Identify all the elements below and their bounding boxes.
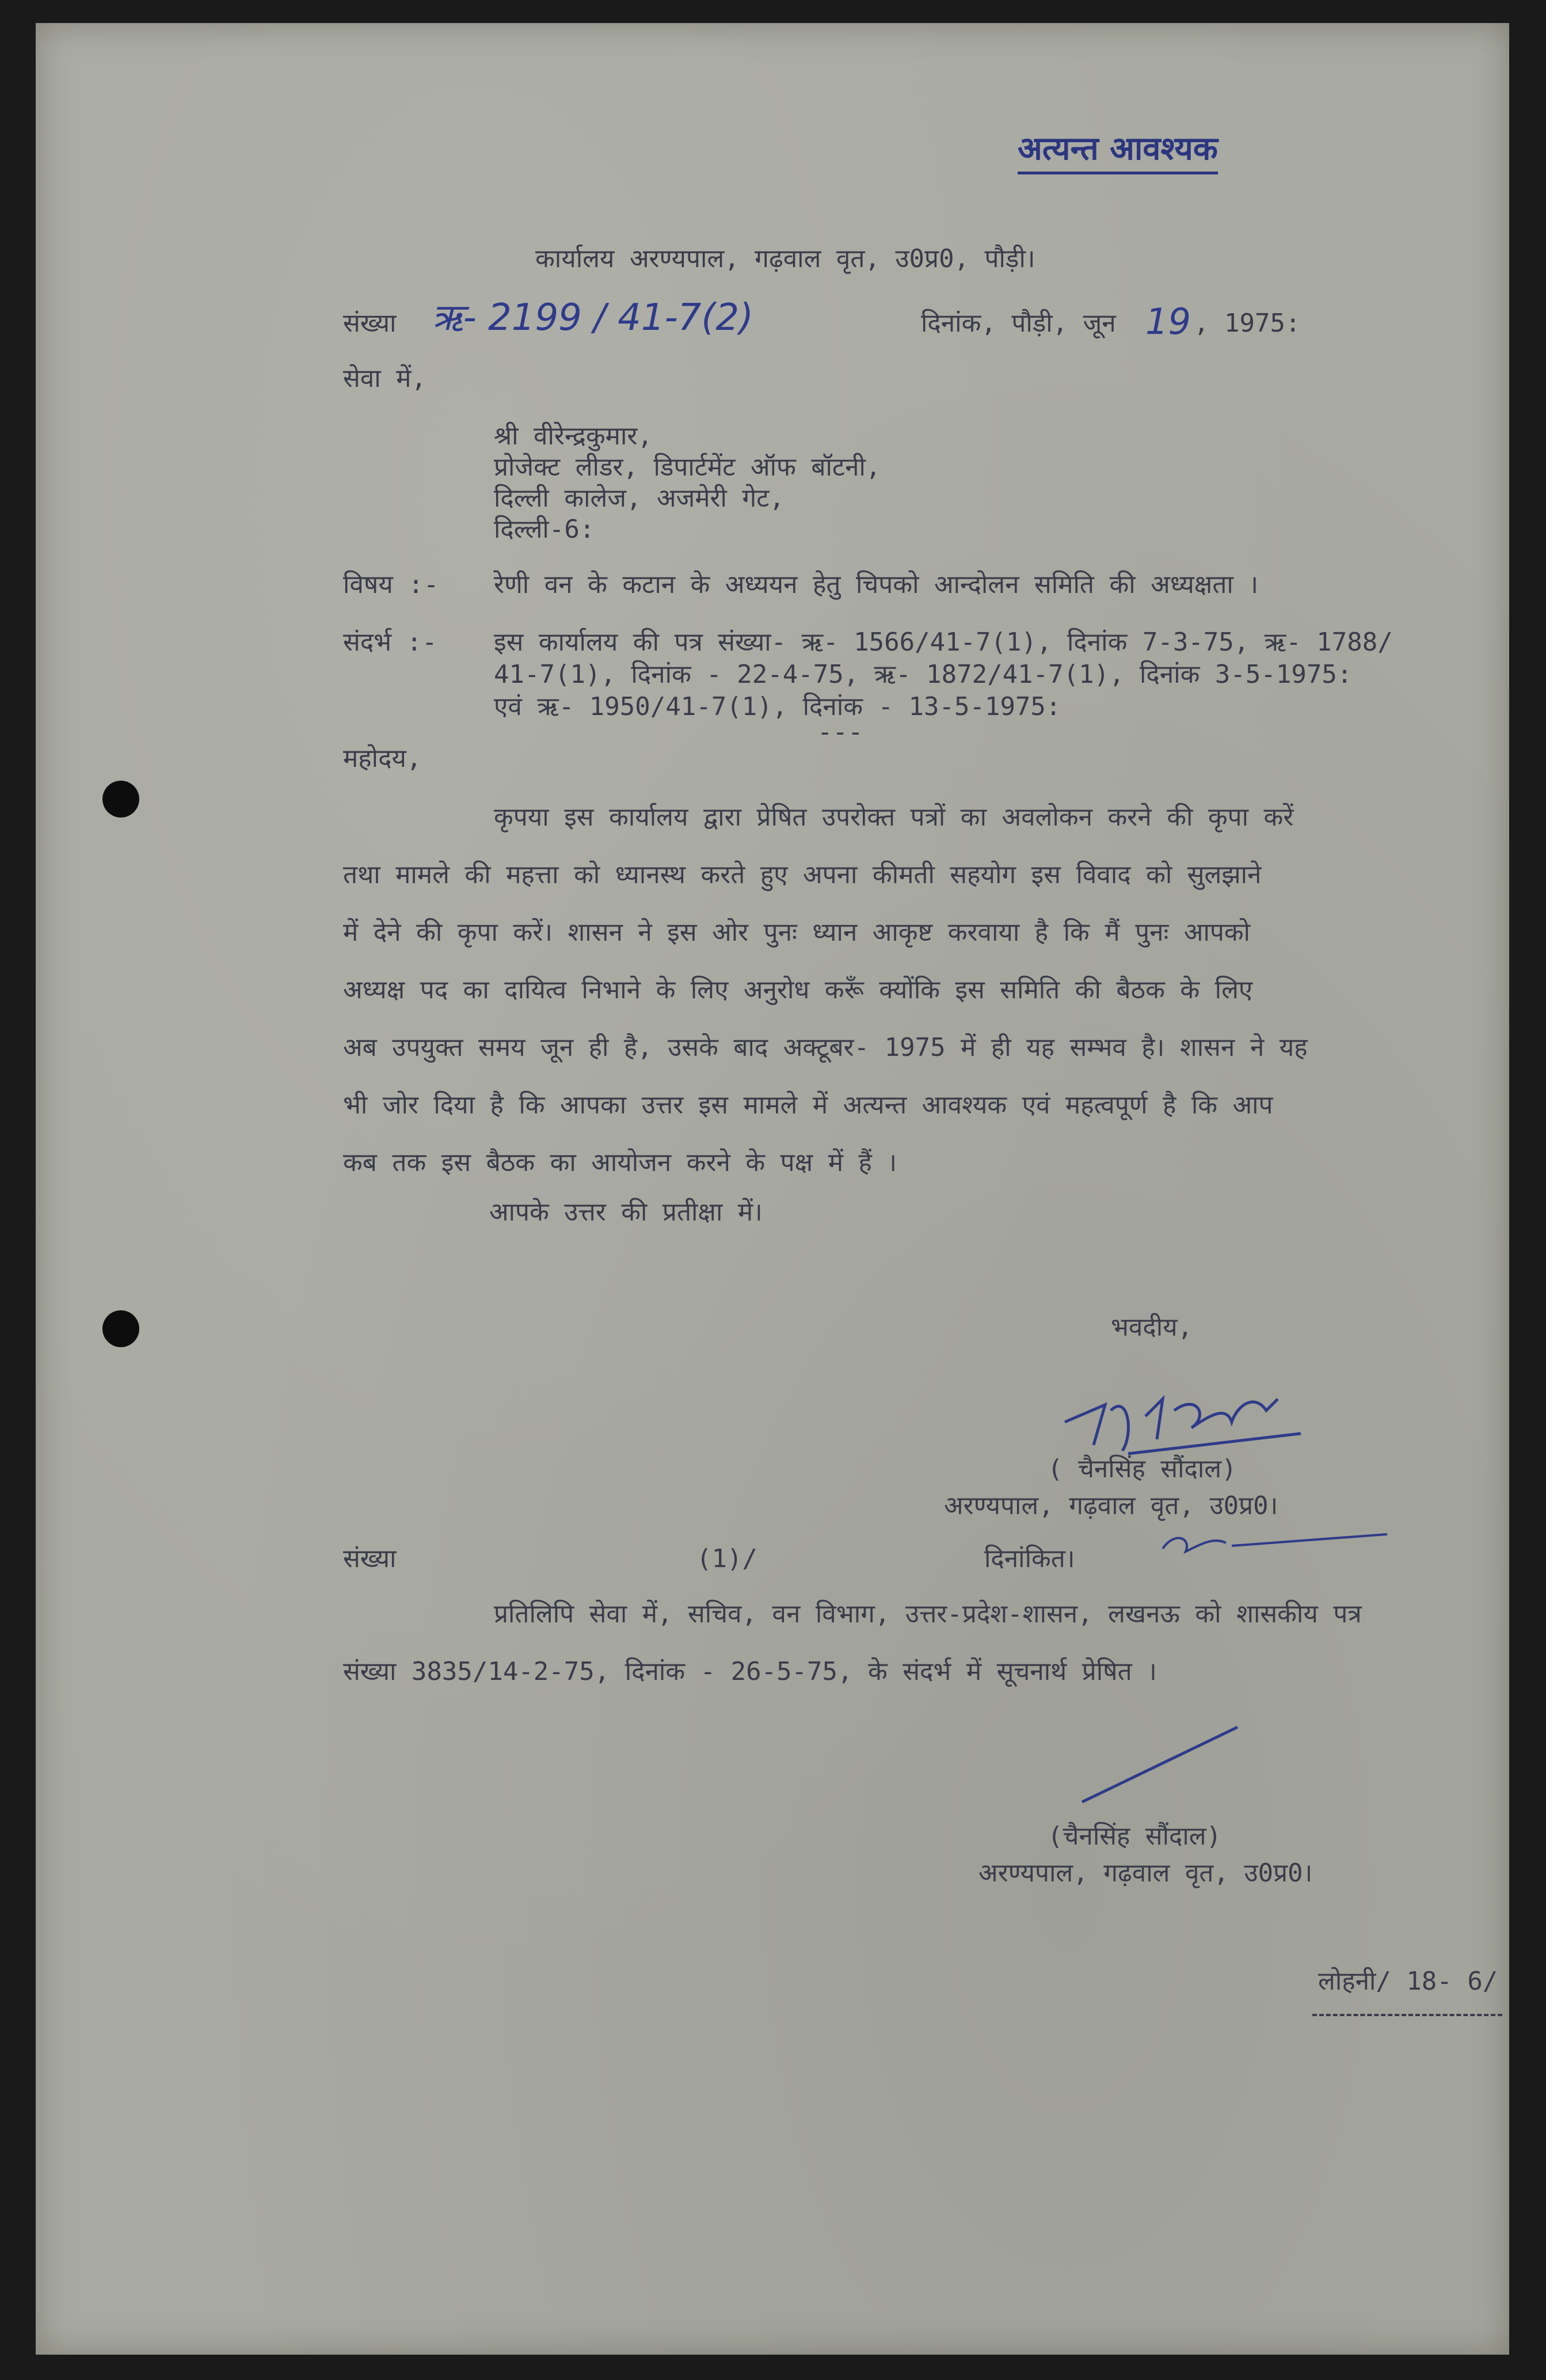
body-line: कब तक इस बैठक का आयोजन करने के पक्ष में हैं । xyxy=(343,1148,897,1177)
punch-hole-top xyxy=(102,781,139,818)
urgent-stamp: अत्यन्त आवश्यक xyxy=(1018,126,1218,174)
body-line: भी जोर दिया है कि आपका उत्तर इस मामले में अत्यन्त आवश्यक एवं महत्वपूर्ण है कि आप xyxy=(343,1090,1273,1120)
reference-line: 41-7(1), दिनांक - 22-4-75, ऋ- 1872/41-7(1), दिनांक 3-5-1975: xyxy=(494,660,1353,689)
salutation-to: सेवा में, xyxy=(343,364,427,393)
signature-1 xyxy=(1059,1382,1312,1462)
signature-2 xyxy=(1076,1721,1249,1808)
initials-mark xyxy=(1151,1520,1393,1566)
body-line: तथा मामले की महत्ता को ध्यानस्थ करते हुए अपना कीमती सहयोग इस विवाद को सुलझाने xyxy=(343,860,1262,889)
reference-separator: --- xyxy=(817,717,863,747)
reference-label: संदर्भ :- xyxy=(343,628,437,657)
body-line: अब उपयुक्त समय जून ही है, उसके बाद अक्टूबर- 1975 में ही यह सम्भव है। शासन ने यह xyxy=(343,1033,1308,1062)
greeting: महोदय, xyxy=(343,744,422,773)
reference-line: इस कार्यालय की पत्र संख्या- ऋ- 1566/41-7(1), दिनांक 7-3-75, ऋ- 1788/ xyxy=(494,628,1393,657)
copy-number-mid: (1)/ xyxy=(696,1544,757,1573)
signatory2-title: अरण्यपाल, गढ़वाल वृत, उ0प्र0। xyxy=(978,1858,1313,1888)
copy-line: संख्या 3835/14-2-75, दिनांक - 26-5-75, के संदर्भ में सूचनार्थ प्रेषित । xyxy=(343,1657,1157,1686)
signatory-name: ( चैनसिंह सौंदाल) xyxy=(1048,1454,1237,1484)
ref-number-label: संख्या xyxy=(343,309,397,338)
subject-text: रेणी वन के कटान के अध्ययन हेतु चिपको आन्दोलन समिति की अध्यक्षता । xyxy=(494,570,1258,599)
ref-date-prefix: दिनांक, पौड़ी, जून xyxy=(921,309,1116,338)
ref-date-day: 19 xyxy=(1145,301,1191,343)
copy-date: दिनांकित। xyxy=(984,1544,1075,1573)
copy-number-label: संख्या xyxy=(343,1544,397,1573)
addressee-line: दिल्ली-6: xyxy=(494,515,595,544)
awaiting-reply: आपके उत्तर की प्रतीक्षा में। xyxy=(489,1197,763,1227)
footer-dashed-rule xyxy=(1312,2014,1502,2016)
reference-line: एवं ऋ- 1950/41-7(1), दिनांक - 13-5-1975: xyxy=(494,692,1061,721)
addressee-line: श्री वीरेन्द्रकुमार, xyxy=(494,421,653,451)
signatory2-name: (चैनसिंह सौंदाल) xyxy=(1048,1822,1222,1851)
punch-hole-bottom xyxy=(102,1310,139,1347)
copy-line: प्रतिलिपि सेवा में, सचिव, वन विभाग, उत्तर-प्रदेश-शासन, लखनऊ को शासकीय पत्र xyxy=(494,1599,1362,1629)
body-line: कृपया इस कार्यालय द्वारा प्रेषित उपरोक्त पत्रों का अवलोकन करने की कृपा करें xyxy=(494,803,1294,832)
ref-number-handwritten: ऋ- 2199 / 41-7(2) xyxy=(432,296,754,339)
signatory-title: अरण्यपाल, गढ़वाल वृत, उ0प्र0। xyxy=(944,1491,1278,1520)
addressee-line: दिल्ली कालेज, अजमेरी गेट, xyxy=(494,484,785,513)
ref-date-year: , 1975: xyxy=(1194,309,1301,338)
subject-label: विषय :- xyxy=(343,570,439,599)
office-heading: कार्यालय अरण्यपाल, गढ़वाल वृत, उ0प्र0, पौड़ी। xyxy=(535,244,1035,273)
body-line: में देने की कृपा करें। शासन ने इस ओर पुनः ध्यान आकृष्ट करवाया है कि मैं पुनः आपको xyxy=(343,918,1251,947)
addressee-line: प्रोजेक्ट लीडर, डिपार्टमेंट ऑफ बॉटनी, xyxy=(494,453,881,482)
body-line: अध्यक्ष पद का दायित्व निभाने के लिए अनुरोध करूँ क्योंकि इस समिति की बैठक के लिए xyxy=(343,975,1253,1005)
footer-code: लोहनी/ 18- 6/ xyxy=(1318,1967,1498,1996)
closing: भवदीय, xyxy=(1111,1313,1193,1342)
